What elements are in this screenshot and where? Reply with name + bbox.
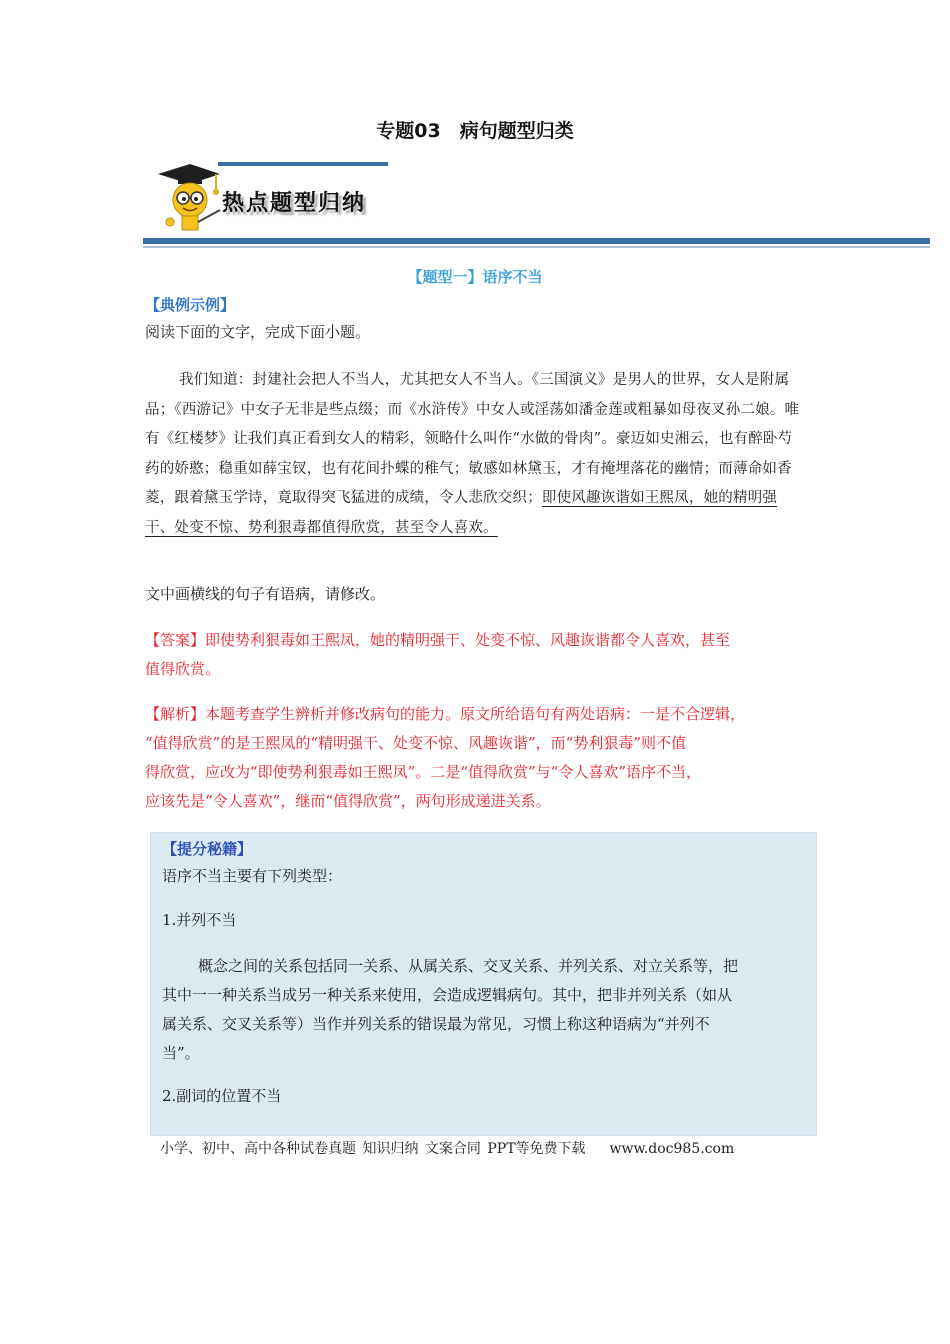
footer-url[interactable]: www.doc985.com xyxy=(609,1141,735,1157)
tips-item-title: 2.副词的位置不当 xyxy=(162,1087,282,1105)
banner-rule-thin xyxy=(143,246,930,248)
footer xyxy=(160,1138,734,1158)
analysis-line: 本题考查学生辨析并修改病句的能力。原文所给语句有两处语病：一是不合逻辑， xyxy=(205,705,746,723)
answer-block xyxy=(145,626,815,684)
underlined-sentence: 即使风趣诙谐如王熙凤，她的精明强干、处变不惊、势利狠毒都值得欣赏，甚至令人喜欢。 xyxy=(145,490,778,536)
footer-text: 小学、初中、高中各种试卷真题 知识归纳 文案合同 PPT等免费下载 xyxy=(160,1141,586,1157)
passage-text: 我们知道：封建社会把人不当人，尤其把女人不当人。《三国演义》是男人的世界，女人是附属品；《西游记》中女子无非是些点缀；而《水浒传》中女人或淫荡如潘金莲或粗暴如母夜叉孙二娘。唯有《红楼梦》让我们真正看到女人的精彩，领略什么叫作“水做的骨肉”。豪迈如史湘云，也有醉卧芍药的娇憨；稳重如薛宝钗，也有花间扑蝶的稚气；敏感如林黛玉，才有掩埋落花的幽情；而薄命如香菱，跟着黛玉学诗，竟取得突飞猛进的成绩，令人悲欣交织； xyxy=(145,372,800,506)
tips-label: 【提分秘籍】 xyxy=(162,840,253,858)
tips-line: 属关系、交叉关系等）当作并列关系的错误最为常见，习惯上称这种语病为“并列不 xyxy=(162,1015,710,1033)
analysis-line: 应该先是“令人喜欢”，继而“值得欣赏”，两句形成递进关系。 xyxy=(145,792,551,810)
graduate-mascot-icon xyxy=(150,160,222,238)
page-title: 专题03 病句题型归类 xyxy=(376,120,574,142)
tips-intro: 语序不当主要有下列类型： xyxy=(162,867,343,885)
answer-label: 【答案】 xyxy=(145,631,206,649)
answer-line: 即使势利狠毒如王熙凤，她的精明强干、处变不惊、风趣诙谐都令人喜欢，甚至 xyxy=(205,631,731,649)
tips-item-title: 1.并列不当 xyxy=(162,911,237,929)
reading-passage xyxy=(145,366,800,543)
analysis-line: 得欣赏，应改为“即使势利狠毒如王熙凤”。二是“值得欣赏”与“令人喜欢”语序不当， xyxy=(145,763,702,781)
question-text: 文中画横线的句子有语病，请修改。 xyxy=(145,585,386,603)
tips-line: 当”。 xyxy=(162,1044,200,1062)
example-label: 【典例示例】 xyxy=(145,296,236,314)
example-intro: 阅读下面的文字，完成下面小题。 xyxy=(145,323,371,341)
analysis-block xyxy=(145,700,815,816)
banner-title: 热点题型归纳 xyxy=(222,190,367,216)
answer-line: 值得欣赏。 xyxy=(145,660,221,678)
analysis-label: 【解析】 xyxy=(145,705,206,723)
banner-rule xyxy=(143,238,930,244)
tips-line: 概念之间的关系包括同一关系、从属关系、交叉关系、并列关系、对立关系等，把 xyxy=(198,957,739,975)
tips-line: 其中一一种关系当成另一种关系来使用，会造成逻辑病句。其中，把非并列关系（如从 xyxy=(162,986,733,1004)
banner-top-rule xyxy=(218,162,388,166)
section-title: 【题型一】语序不当 xyxy=(407,268,543,286)
tips-item-body xyxy=(162,952,812,1068)
analysis-line: “值得欣赏”的是王熙凤的“精明强干、处变不惊、风趣诙谐”，而“势利狠毒”则不值 xyxy=(145,734,687,752)
